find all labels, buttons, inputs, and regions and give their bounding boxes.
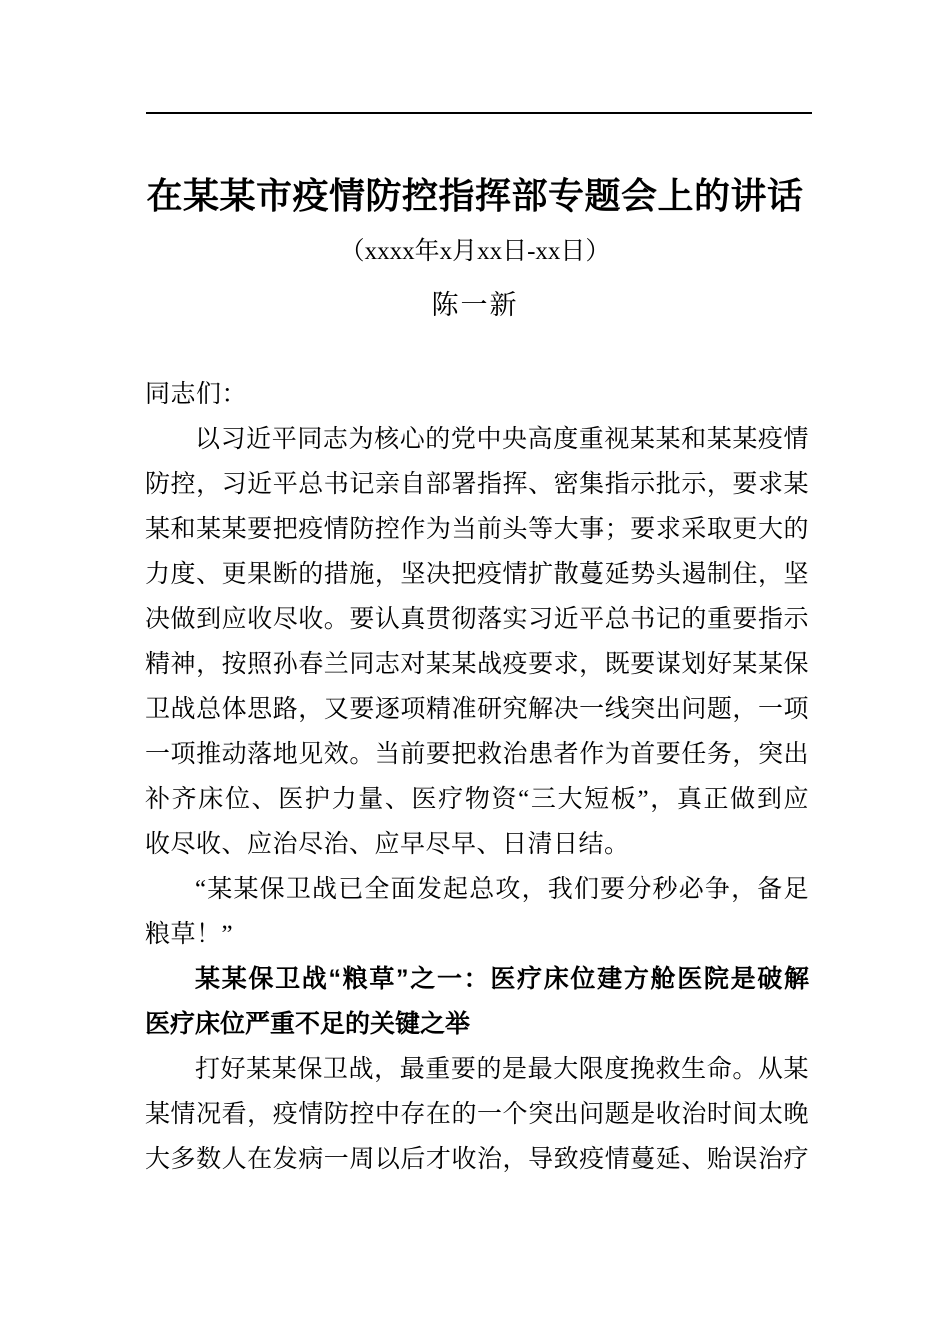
body-line: 决做到应收尽收。要认真贯彻落实习近平总书记的重要指示 <box>145 606 809 633</box>
body-line: 防控，习近平总书记亲自部署指挥、密集指示批示，要求某 <box>145 471 809 498</box>
body-line: 医疗床位严重不足的关键之举 <box>145 1010 471 1038</box>
body-line: 粮草！” <box>145 921 234 948</box>
document-body <box>145 372 809 1182</box>
body-line: 力度、更果断的措施，坚决把疫情扩散蔓延势头遏制住，坚 <box>145 561 809 588</box>
body-line: 卫战总体思路，又要逐项精准研究解决一线突出问题，一项 <box>145 696 809 723</box>
body-line: 同志们： <box>145 381 248 408</box>
body-line: 补齐床位、医护力量、医疗物资“三大短板”，真正做到应 <box>145 786 809 813</box>
document-title: 在某某市疫情防控指挥部专题会上的讲话 <box>146 176 804 216</box>
body-line: 打好某某保卫战，最重要的是最大限度挽救生命。从某 <box>195 1056 809 1083</box>
date-line: （xxxx年x月xx日-xx日） <box>339 238 611 265</box>
header-rule <box>146 112 812 114</box>
body-line: 收尽收、应治尽治、应早尽早、日清日结。 <box>145 831 630 858</box>
body-line: 某和某某要把疫情防控作为当前头等大事；要求采取更大的 <box>145 516 809 543</box>
body-line: “某某保卫战已全面发起总攻，我们要分秒必争，备足 <box>195 876 809 903</box>
body-line: 精神，按照孙春兰同志对某某战疫要求，既要谋划好某某保 <box>145 651 809 678</box>
body-line: 一项推动落地见效。当前要把救治患者作为首要任务，突出 <box>145 741 809 768</box>
body-line: 某情况看，疫情防控中存在的一个突出问题是收治时间太晚 <box>145 1101 809 1128</box>
author-name: 陈一新 <box>431 290 519 320</box>
body-line: 大多数人在发病一周以后才收治，导致疫情蔓延、贻误治疗 <box>145 1146 809 1173</box>
body-line: 以习近平同志为核心的党中央高度重视某某和某某疫情 <box>195 426 809 453</box>
body-line: 某某保卫战“粮草”之一：医疗床位建方舱医院是破解 <box>195 965 809 993</box>
